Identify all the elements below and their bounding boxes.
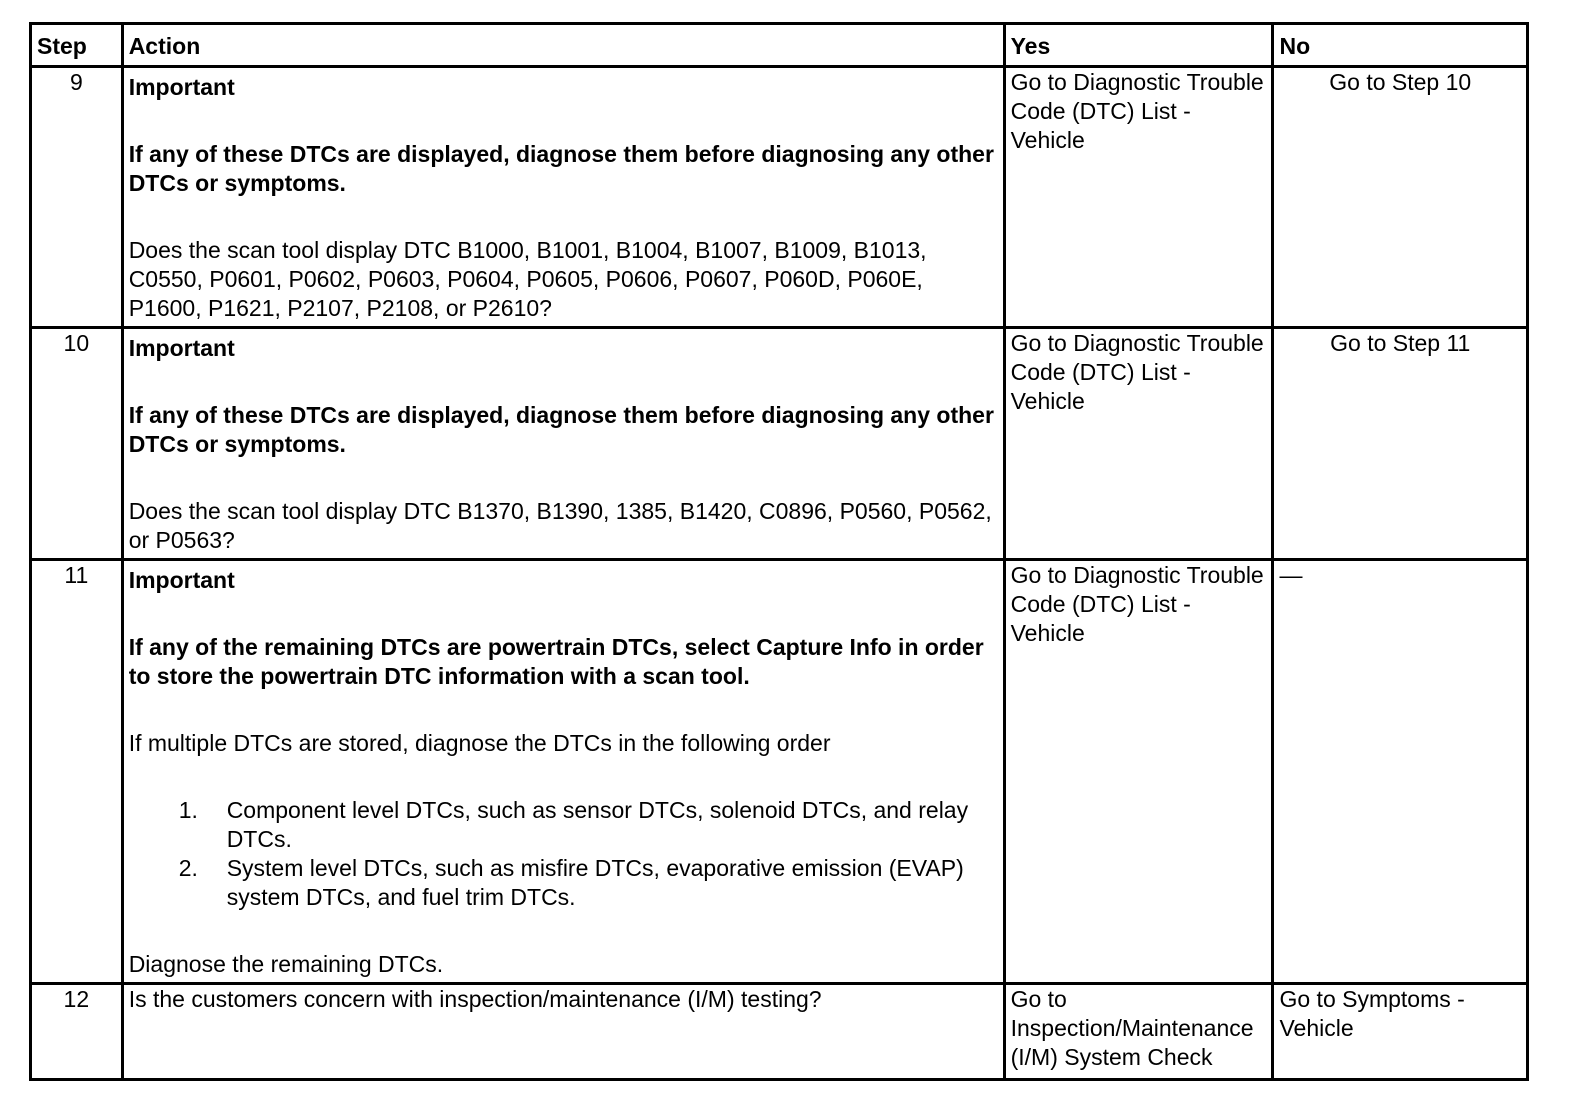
- intro-text: If multiple DTCs are stored, diagnose the DTCs in the following order: [128, 730, 831, 756]
- diagnostic-table: [29, 22, 1529, 1081]
- table-row: [31, 67, 1528, 328]
- ordered-list: [129, 796, 998, 912]
- yes-link[interactable]: Go to Diagnostic Trouble Code (DTC) List - Vehicle: [1004, 560, 1273, 984]
- step-number: 10: [31, 328, 123, 560]
- list-number: 1.: [178, 797, 198, 823]
- header-step: Step: [31, 24, 123, 67]
- yes-link[interactable]: Go to Diagnostic Trouble Code (DTC) List - Vehicle: [1004, 67, 1273, 328]
- list-item: [129, 796, 998, 854]
- question-text: Is the customers concern with inspection/maintenance (I/M) testing?: [122, 984, 1004, 1080]
- table-row: [31, 560, 1528, 984]
- header-yes: Yes: [1004, 24, 1273, 67]
- header-no: No: [1273, 24, 1528, 67]
- table-row: [31, 328, 1528, 560]
- action-cell: [122, 328, 1004, 560]
- no-value: —: [1273, 560, 1528, 984]
- action-cell: [122, 67, 1004, 328]
- important-note: If any of these DTCs are displayed, diagnose them before diagnosing any other DTCs or symptoms.: [128, 141, 994, 196]
- yes-link[interactable]: Go to Inspection/Maintenance (I/M) System Check: [1004, 984, 1273, 1080]
- step-number: 11: [31, 560, 123, 984]
- no-link[interactable]: Go to Symptoms - Vehicle: [1273, 984, 1528, 1080]
- important-label: Important: [128, 335, 235, 361]
- important-label: Important: [128, 74, 235, 100]
- header-action: Action: [122, 24, 1004, 67]
- action-cell: [122, 560, 1004, 984]
- important-label: Important: [128, 567, 235, 593]
- question-text: Does the scan tool display DTC B1370, B1390, 1385, B1420, C0896, P0560, P0562, or P0563?: [128, 498, 992, 553]
- important-note: If any of these DTCs are displayed, diagnose them before diagnosing any other DTCs or symptoms.: [128, 402, 994, 457]
- step-number: 12: [31, 984, 123, 1080]
- question-text: Does the scan tool display DTC B1000, B1001, B1004, B1007, B1009, B1013, C0550, P0601, P0602, P0603, P0604, P0605, P0606, P0607, P060D, P060E, P1600, P1621, P2107, P2108, or P2610?: [128, 237, 927, 321]
- step-number: 9: [31, 67, 123, 328]
- table-row: [31, 984, 1528, 1080]
- list-item: [129, 854, 998, 912]
- no-link[interactable]: Go to Step 10: [1273, 67, 1528, 328]
- list-number: 2.: [178, 855, 198, 881]
- list-text: Component level DTCs, such as sensor DTCs, solenoid DTCs, and relay DTCs.: [226, 797, 969, 852]
- yes-link[interactable]: Go to Diagnostic Trouble Code (DTC) List - Vehicle: [1004, 328, 1273, 560]
- header-row: [31, 24, 1528, 67]
- important-note: If any of the remaining DTCs are powertrain DTCs, select Capture Info in order to store the powertrain DTC information with a scan tool.: [128, 634, 984, 689]
- list-text: System level DTCs, such as misfire DTCs, evaporative emission (EVAP) system DTCs, and fuel trim DTCs.: [226, 855, 964, 910]
- no-link[interactable]: Go to Step 11: [1273, 328, 1528, 560]
- final-text: Diagnose the remaining DTCs.: [128, 951, 444, 977]
